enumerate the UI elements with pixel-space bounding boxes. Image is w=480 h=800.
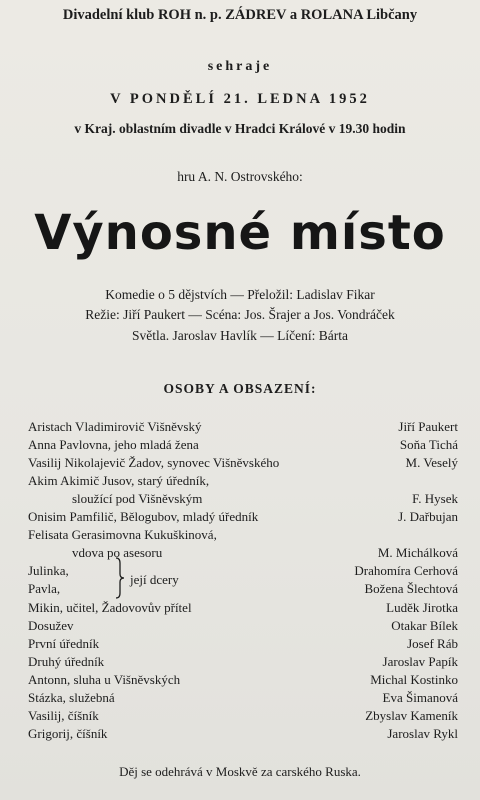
cast-row bbox=[0, 690, 480, 710]
role-name: vdova po asesoru bbox=[72, 545, 163, 560]
cast-row bbox=[0, 419, 480, 439]
organizer-header: Divadelní klub ROH n. p. ZÁDREV a ROLANA Libčany bbox=[62, 7, 418, 23]
actor-name: M. Veselý bbox=[405, 455, 458, 470]
role-name: Vasilij Nikolajevič Žadov, synovec Višněvského bbox=[28, 455, 280, 470]
role-name: Stázka, služebná bbox=[28, 690, 115, 705]
role-name: Onisim Pamfilič, Bělogubov, mladý úředník bbox=[28, 509, 259, 524]
performs-line: sehraje bbox=[207, 59, 273, 74]
cast-row bbox=[0, 455, 480, 475]
cast-row bbox=[0, 437, 480, 457]
setting-note: Děj se odehrává v Moskvě za carského Ruska. bbox=[119, 764, 361, 779]
role-name: Julinka, bbox=[28, 563, 69, 578]
actor-name: Soňa Tichá bbox=[399, 437, 458, 452]
cast-row bbox=[0, 473, 480, 493]
role-name: První úředník bbox=[28, 636, 100, 651]
actor-name: Michal Kostinko bbox=[370, 672, 458, 687]
cast-row bbox=[0, 581, 480, 601]
cast-row bbox=[0, 636, 480, 656]
actor-name: Josef Ráb bbox=[407, 636, 458, 651]
play-title: Výnosné místo bbox=[34, 205, 446, 261]
actor-name: F. Hysek bbox=[412, 491, 458, 506]
cast-row bbox=[0, 726, 480, 746]
cast-row bbox=[0, 708, 480, 728]
actor-name: Jiří Paukert bbox=[398, 419, 458, 434]
cast-row bbox=[0, 491, 480, 511]
cast-row bbox=[0, 509, 480, 529]
role-name: Dosužev bbox=[28, 618, 74, 633]
actor-name: M. Michálková bbox=[377, 545, 458, 560]
credit-line: Světla. Jaroslav Havlík — Líčení: Bárta bbox=[132, 328, 348, 343]
role-name: Anna Pavlovna, jeho mladá žena bbox=[28, 437, 199, 452]
credit-line: Režie: Jiří Paukert — Scéna: Jos. Šrajer a Jos. Vondráček bbox=[85, 307, 395, 322]
role-name: Mikin, učitel, Žadovovův přítel bbox=[28, 600, 192, 615]
cast-row bbox=[0, 600, 480, 620]
role-name: Aristach Vladimirovič Višněvský bbox=[28, 419, 202, 434]
actor-name: Božena Šlechtová bbox=[364, 581, 458, 596]
cast-row bbox=[0, 654, 480, 674]
cast-row bbox=[0, 563, 480, 583]
actor-name: Zbyslav Kameník bbox=[365, 708, 458, 723]
actor-name: Otakar Bílek bbox=[391, 618, 458, 633]
role-name: Antonn, sluha u Višněvských bbox=[28, 672, 181, 687]
actor-name: Eva Šimanová bbox=[382, 690, 458, 705]
cast-heading: OSOBY A OBSAZENÍ: bbox=[163, 381, 317, 396]
role-name: Druhý úředník bbox=[28, 654, 105, 669]
credit-line: Komedie o 5 dějstvích — Přeložil: Ladislav Fikar bbox=[105, 287, 375, 302]
daughters-label: její dcery bbox=[130, 572, 179, 587]
cast-row bbox=[0, 527, 480, 547]
author-line: hru A. N. Ostrovského: bbox=[177, 169, 303, 184]
venue-line: v Kraj. oblastním divadle v Hradci Králové v 19.30 hodin bbox=[74, 121, 406, 136]
role-name: Vasilij, číšník bbox=[28, 708, 99, 723]
actor-name: Jaroslav Papík bbox=[382, 654, 458, 669]
role-name: sloužící pod Višněvským bbox=[72, 491, 203, 506]
actor-name: J. Dařbujan bbox=[398, 509, 458, 524]
role-name: Grigorij, číšník bbox=[28, 726, 108, 741]
brace-icon bbox=[114, 557, 126, 599]
role-name: Felisata Gerasimovna Kukuškinová, bbox=[28, 527, 217, 542]
cast-row bbox=[0, 545, 480, 565]
role-name: Akim Akimič Jusov, starý úředník, bbox=[28, 473, 210, 488]
actor-name: Jaroslav Rykl bbox=[387, 726, 458, 741]
actor-name: Luděk Jirotka bbox=[386, 600, 458, 615]
performance-date: V PONDĚLÍ 21. LEDNA 1952 bbox=[110, 91, 370, 107]
role-name: Pavla, bbox=[28, 581, 61, 596]
cast-row bbox=[0, 672, 480, 692]
actor-name: Drahomíra Cerhová bbox=[354, 563, 458, 578]
cast-row bbox=[0, 618, 480, 638]
